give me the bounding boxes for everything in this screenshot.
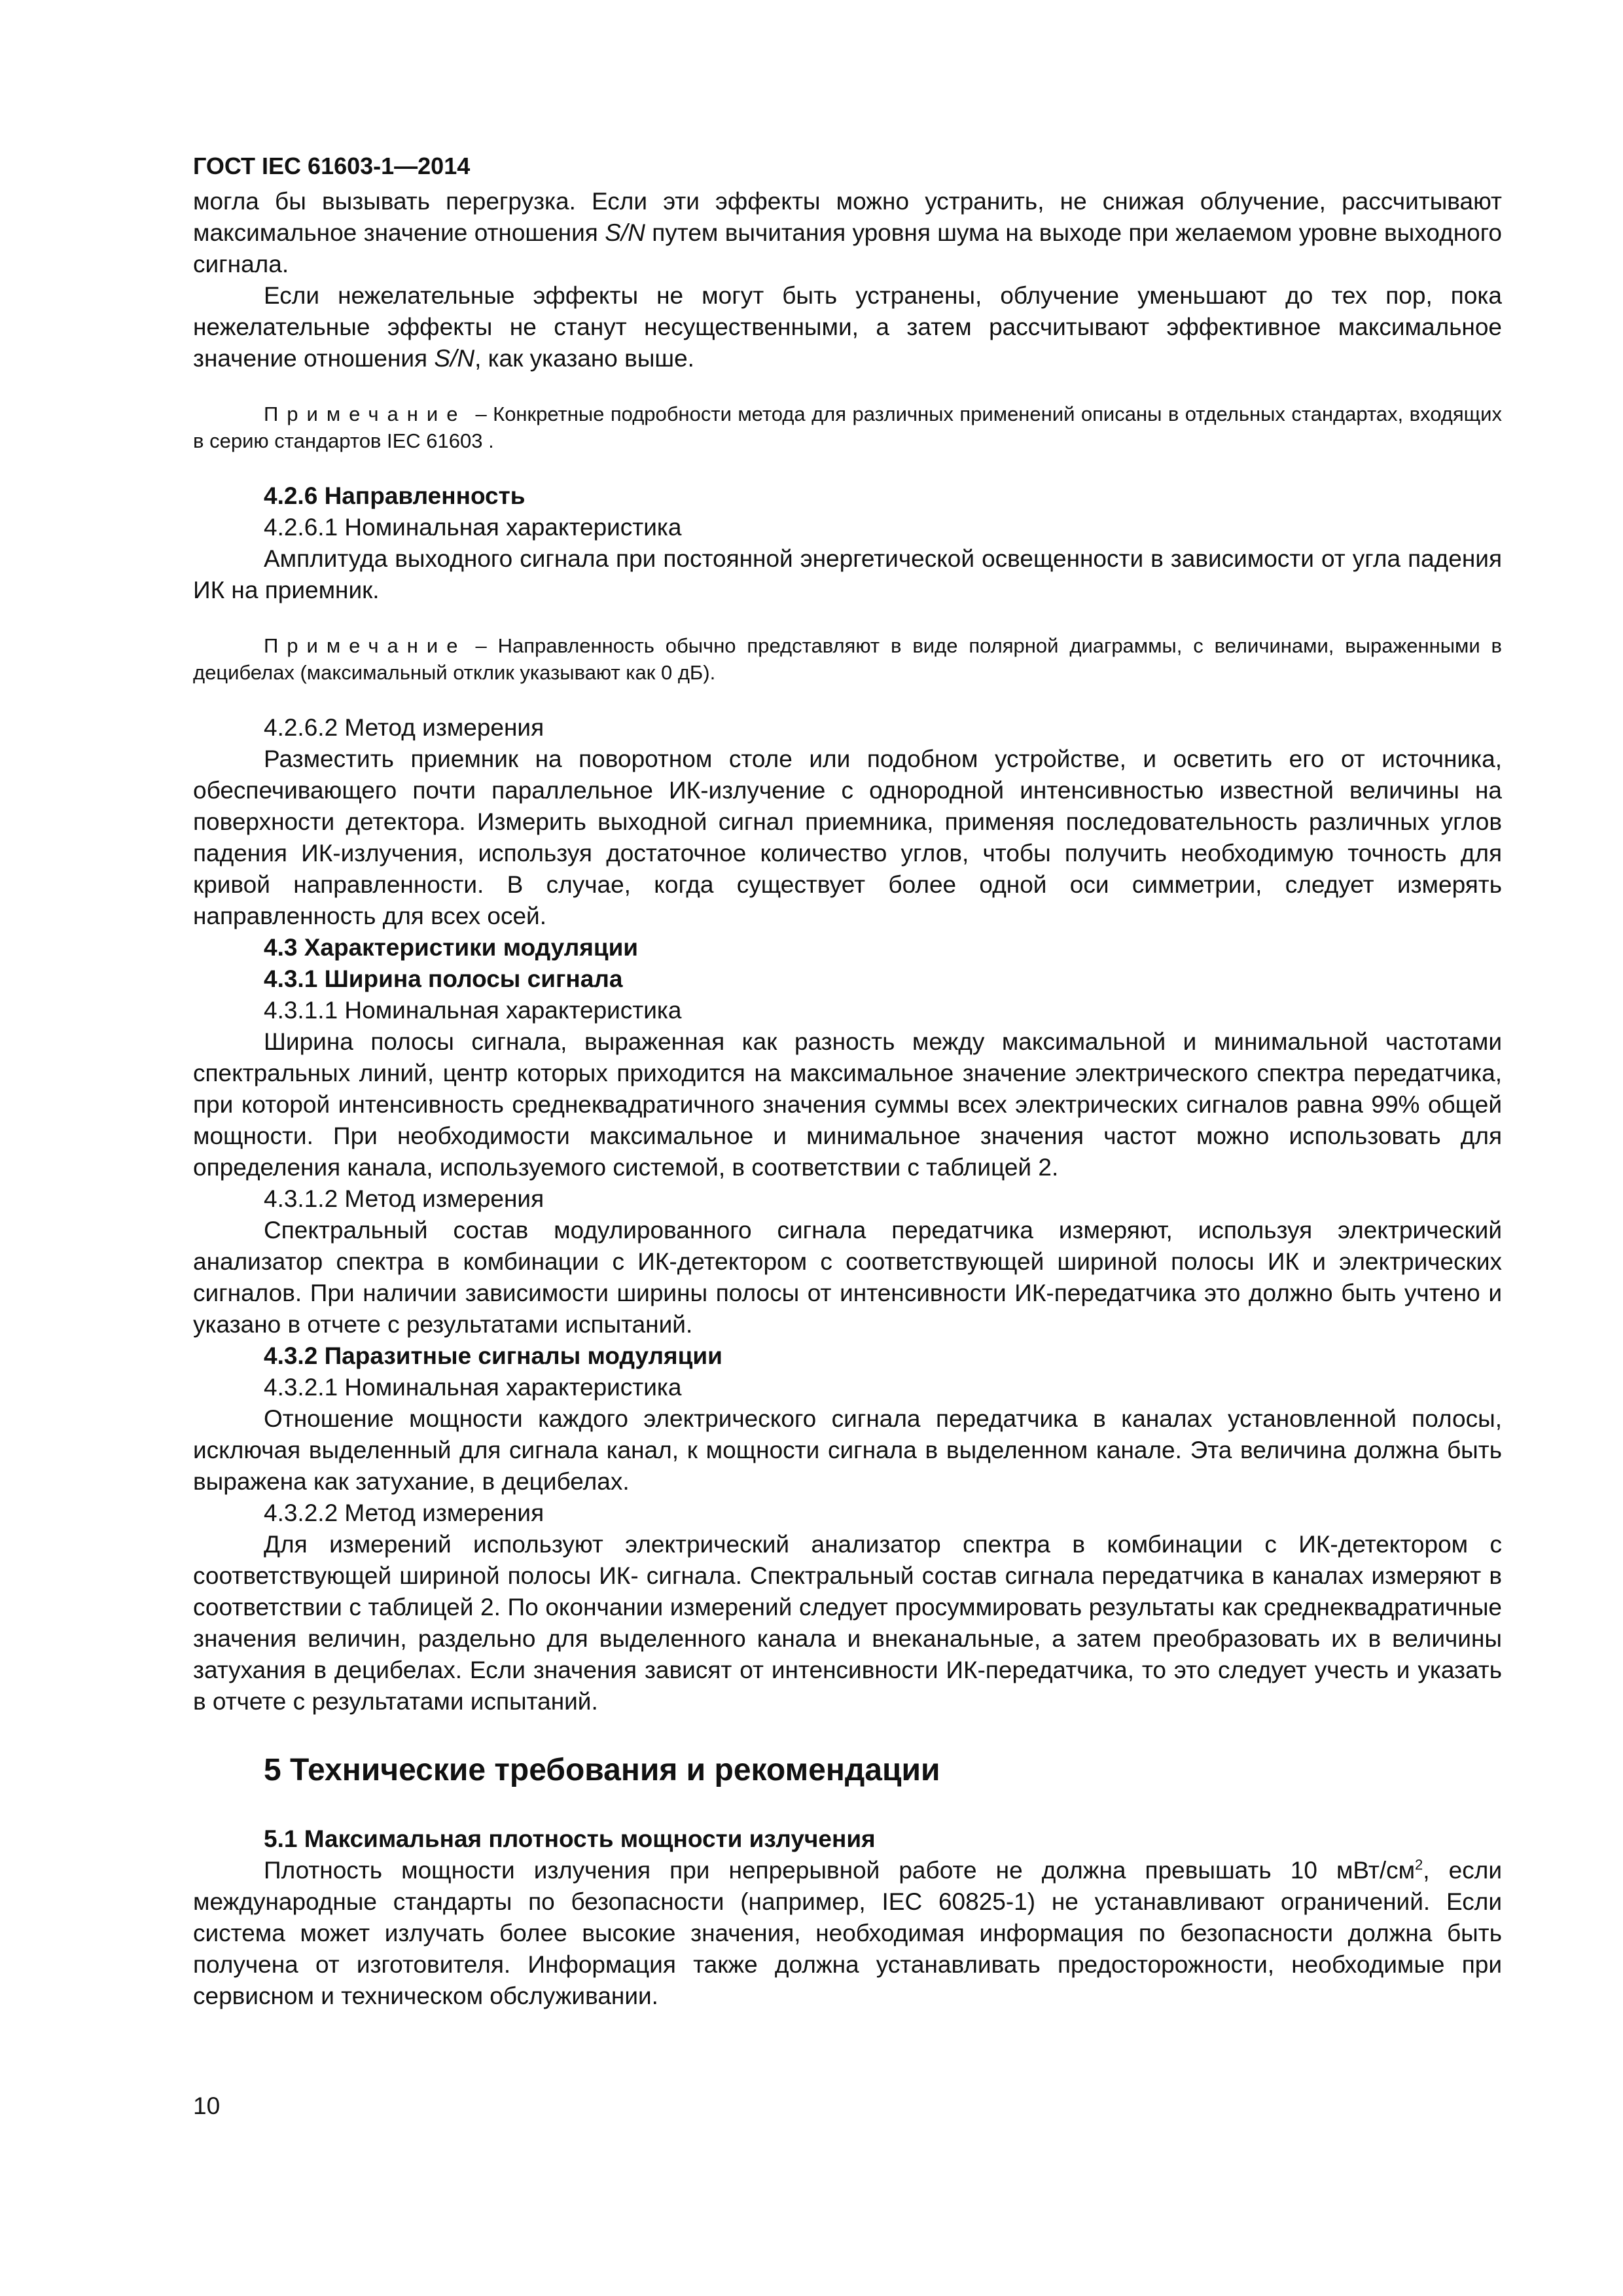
paragraph-undesired-effects bbox=[193, 280, 1502, 374]
note-label: Примечание bbox=[264, 634, 467, 657]
heading-section-5: 5 Технические требования и рекомендации bbox=[264, 1753, 940, 1787]
subheading-4-3-2-2: 4.3.2.2 Метод измерения bbox=[264, 1499, 544, 1526]
subheading-4-3-1-2: 4.3.1.2 Метод измерения bbox=[264, 1185, 544, 1212]
paragraph-4-3-1-2: Спектральный состав модулированного сигнала передатчика измеряют, используя электрический анализатор спектра в комбинации с ИК-детектором с соответствующей шириной полосы ИК и электрических сигналов. При наличии зависимости ширины полосы от интенсивности ИК-передатчика это должно быть учтено и указано в отчете с результатами испытаний. bbox=[193, 1217, 1502, 1338]
subheading-4-2-6-1: 4.2.6.1 Номинальная характеристика bbox=[264, 514, 682, 541]
subheading-4-3-1-1: 4.3.1.1 Номинальная характеристика bbox=[264, 997, 682, 1024]
heading-4-3-2: 4.3.2 Паразитные сигналы модуляции bbox=[264, 1342, 722, 1369]
superscript-2: 2 bbox=[1415, 1856, 1423, 1873]
paragraph-text: Плотность мощности излучения при непрерывной работе не должна превышать 10 мВт/см bbox=[264, 1857, 1416, 1884]
paragraph-4-3-2-1: Отношение мощности каждого электрического сигнала передатчика в каналах установленной полосы, исключая выделенный для сигнала канал, к мощности сигнала в выделенном канале. Эта величина должна быть выражена как затухание, в децибелах. bbox=[193, 1405, 1502, 1495]
heading-4-2-6: 4.2.6 Направленность bbox=[264, 482, 526, 509]
paragraph-text: могла бы вызывать перегрузка. Если эти эффекты можно устранить, не снижая облучение, рассчитывают максимальное значение отношения bbox=[193, 188, 1502, 246]
note-text: – Направленность обычно представляют в виде полярной диаграммы, с величинами, выраженными в децибелах (максимальный отклик указывают как 0 дБ). bbox=[193, 634, 1502, 684]
page-number: 10 bbox=[193, 2092, 221, 2119]
paragraph-text: , если международные стандарты по безопасности (например, IEC 60825-1) не устанавливают ограничений. Если система может излучать более высокие значения, необходимая информация по безопасности должна быть получена от изготовителя. Информация также должна устанавливать предосторожности, необходимые при сервисном и техническом обслуживании. bbox=[193, 1857, 1502, 2009]
heading-4-3-1: 4.3.1 Ширина полосы сигнала bbox=[264, 965, 623, 992]
paragraph-4-3-2-2: Для измерений используют электрический анализатор спектра в комбинации с ИК-детектором с соответствующей шириной полосы ИК- сигнала. Спектральный состав сигнала передатчика в каналах измеряют в соответствии с таблицей 2. По окончании измерений следует просуммировать результаты как среднеквадратичные значения величин, раздельно для выделенного канала и внеканальные, а затем преобразовать их в величины затухания в децибелах. Если значения зависят от интенсивности ИК-передатчика, то это следует учесть и указать в отчете с результатами испытаний. bbox=[193, 1531, 1502, 1715]
sn-ratio-term: S/N bbox=[605, 219, 645, 246]
note-directivity bbox=[193, 632, 1502, 686]
paragraph-4-2-6-1: Амплитуда выходного сигнала при постоянной энергетической освещенности в зависимости от угла падения ИК на приемник. bbox=[193, 545, 1502, 603]
paragraph-text: путем вычитания уровня шума на выходе при желаемом уровне выходного сигнала. bbox=[193, 219, 1502, 278]
subheading-4-3-2-1: 4.3.2.1 Номинальная характеристика bbox=[264, 1374, 682, 1401]
note-label: Примечание bbox=[264, 403, 467, 425]
paragraph-4-2-6-2: Разместить приемник на поворотном столе или подобном устройстве, и осветить его от источника, обеспечивающего почти параллельное ИК-излучение с однородной интенсивностью известной величины на поверхности детектора. Измерить выходной сигнал приемника, применяя последовательность различных углов падения ИК-излучения, используя достаточное количество углов, чтобы получить необходимую точность для кривой направленности. В случае, когда существует более одной оси симметрии, следует измерять направленность для всех осей. bbox=[193, 745, 1502, 929]
paragraph-text: Если нежелательные эффекты не могут быть устранены, облучение уменьшают до тех пор, пока нежелательные эффекты не станут несущественными, а затем рассчитывают эффективное максимальное значение отношения bbox=[193, 282, 1502, 372]
heading-5-1: 5.1 Максимальная плотность мощности излучения bbox=[264, 1825, 876, 1852]
paragraph-5-1 bbox=[193, 1855, 1502, 2012]
paragraph-text: , как указано выше. bbox=[474, 345, 694, 372]
document-header: ГОСТ IEC 61603-1—2014 bbox=[193, 152, 471, 179]
heading-4-3: 4.3 Характеристики модуляции bbox=[264, 934, 639, 961]
document-page bbox=[193, 152, 1502, 2012]
note-text: – Конкретные подробности метода для различных применений описаны в отдельных стандартах, входящих в серию стандартов IEC 61603 . bbox=[193, 403, 1502, 452]
note-method-details bbox=[193, 401, 1502, 454]
paragraph-4-3-1-1: Ширина полосы сигнала, выраженная как разность между максимальной и минимальной частотами спектральных линий, центр которых приходится на максимальное значение электрического спектра передатчика, при которой интенсивность среднеквадратичного значения суммы всех электрических сигналов равна 99% общей мощности. При необходимости максимальное и минимальное значения частот можно использовать для определения канала, используемого системой, в соответствии с таблицей 2. bbox=[193, 1028, 1502, 1181]
sn-ratio-term: S/N bbox=[434, 345, 475, 372]
paragraph-continuation bbox=[193, 186, 1502, 280]
subheading-4-2-6-2: 4.2.6.2 Метод измерения bbox=[264, 714, 544, 741]
